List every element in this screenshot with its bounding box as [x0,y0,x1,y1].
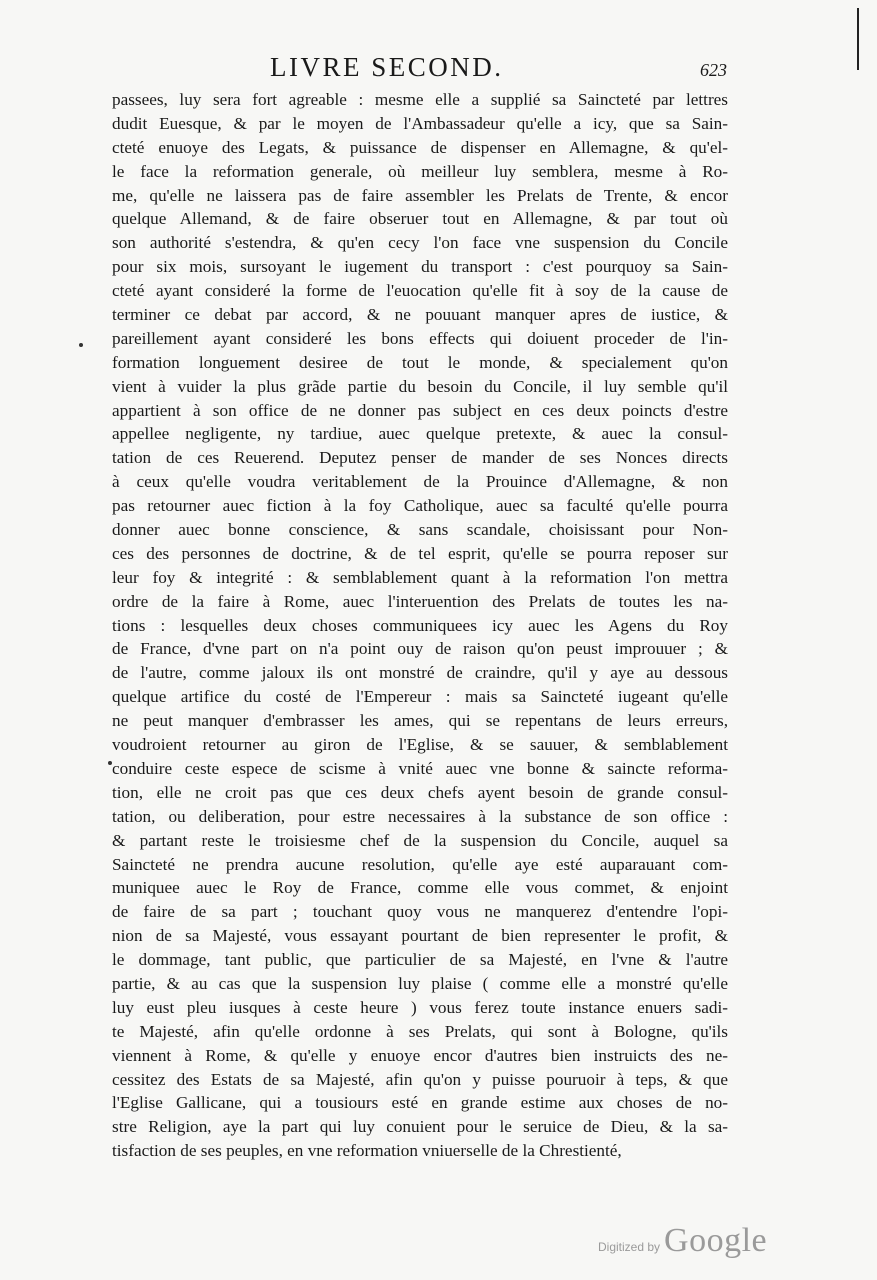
text-line: cteté enuoye des Legats, & puissance de dispenser en Allemagne, & qu'el- [112,137,728,157]
text-line: me, qu'elle ne laissera pas de faire assembler les Prelats de Trente, & encor [112,185,728,205]
text-line: Saincteté ne prendra aucune resolution, qu'elle aye esté auparauant com- [112,854,728,874]
margin-bullet-mark [108,761,112,765]
text-line: ordre de la faire à Rome, auec l'interuention des Prelats de toutes les na- [112,591,728,611]
text-line: dudit Euesque, & par le moyen de l'Ambassadeur qu'elle a icy, que sa Sain- [112,113,728,133]
text-line: de faire de sa part ; touchant quoy vous ne manquerez d'entendre l'opi- [112,902,728,922]
text-line: appartient à son office de ne donner pas subject en ces deux poincts d'estre [112,400,728,420]
text-line: passees, luy sera fort agreable : mesme elle a supplié sa Saincteté par lettres [112,90,728,109]
text-line: te Majesté, afin qu'elle ordonne à ses Prelats, qui sont à Bologne, qu'ils [112,1021,728,1041]
google-logo: Google [664,1222,768,1259]
text-line: l'Eglise Gallicane, qui a tousiours esté en grande estime aux choses de no- [112,1093,728,1113]
text-line: pareillement ayant consideré les bons effects qui doiuent proceder de l'in- [112,328,728,348]
text-line: le dommage, tant public, que particulier de sa Majesté, en l'vne & l'autre [112,950,728,970]
text-line: quelque artifice du costé de l'Empereur : mais sa Saincteté iugeant qu'elle [112,687,728,707]
text-line: quelque Allemand, & de faire obseruer tout en Allemagne, & par tout où [112,209,728,229]
text-line: tation de ces Reuerend. Deputez penser de mander de ses Nonces directs [112,448,728,468]
body-text [112,88,728,1163]
text-line: stre Religion, aye la part qui luy conuient pour le seruice de Dieu, & la sa- [112,1117,728,1137]
text-line: muniquee auec le Roy de France, comme elle vous commet, & enjoint [112,878,728,898]
text-line: appellee negligente, ny tardiue, auec quelque pretexte, & auec la consul- [112,424,728,444]
text-line: voudroient retourner au giron de l'Eglise, & se sauuer, & semblablement [112,735,728,755]
text-line: le face la reformation generale, où meilleur luy semblera, mesme à Ro- [112,161,728,181]
text-line: de l'autre, comme jaloux ils ont monstré de craindre, qu'il y aye au dessous [112,663,728,683]
text-line: vient à vuider la plus grãde partie du besoin du Concile, il luy semble qu'il [112,376,728,396]
text-line: tisfaction de ses peuples, en vne reformation vniuerselle de la Chrestienté, [112,1141,622,1161]
text-line: tion, elle ne croit pas que ces deux chefs ayent besoin de grande consul- [112,782,728,802]
text-line: donner auec bonne conscience, & sans scandale, choisissant pour Non- [112,520,728,540]
text-line: à ceux qu'elle voudra veritablement de la Prouince d'Allemagne, & non [112,472,728,492]
text-line: conduire ceste espece de scisme à vnité auec vne bonne & saincte reforma- [112,758,728,778]
text-line: tation, ou deliberation, pour estre necessaires à la substance de son office : [112,806,728,826]
text-line: formation longuement desiree de tout le monde, & specialement qu'on [112,352,728,372]
text-line: son authorité s'estendra, & qu'en cecy l'on face vne suspension du Concile [112,233,728,253]
page-edge-rule [857,8,859,70]
text-line: tions : lesquelles deux choses communiquees icy auec les Agens du Roy [112,615,728,635]
text-line: ne peut manquer d'embrasser les ames, qui se repentans de leurs erreurs, [112,711,728,731]
digitized-by-label: Digitized by [598,1240,661,1254]
text-line: viennent à Rome, & qu'elle y enuoye encor d'autres bien instruicts des ne- [112,1045,728,1065]
text-line: ces des personnes de doctrine, & de tel esprit, qu'elle se pourra reposer sur [112,543,728,563]
text-line: & partant reste le troisiesme chef de la suspension du Concile, auquel sa [112,830,728,850]
text-line: partie, & au cas que la suspension luy plaise ( comme elle a monstré qu'elle [112,973,728,993]
page-number: 623 [700,60,727,80]
text-line: cteté ayant consideré la forme de l'euocation qu'elle fit à soy de la cause de [112,281,728,301]
margin-bullet-mark [79,343,83,347]
text-line: pas retourner auec fiction à la foy Catholique, auec sa faculté qu'elle pourra [112,496,728,516]
digitized-by-google-watermark [598,1222,767,1260]
text-line: de France, d'vne part on n'a point ouy de raison qu'on peust improuuer ; & [112,639,728,659]
text-line: pour six mois, sursoyant le iugement du transport : c'est pourquoy sa Sain- [112,257,728,277]
text-line: leur foy & integrité : & semblablement quant à la reformation l'on mettra [112,567,728,587]
text-line: nion de sa Majesté, vous essayant pourtant de bien representer le profit, & [112,926,728,946]
text-line: cessitez des Estats de sa Majesté, afin qu'on y puisse pouruoir à teps, & que [112,1069,728,1089]
running-head: LIVRE SECOND. [270,52,504,82]
text-line: terminer ce debat par accord, & ne pouuant manquer apres de iustice, & [112,305,728,325]
text-line: luy eust pleu iusques à ceste heure ) vous ferez toute instance enuers sadi- [112,997,728,1017]
